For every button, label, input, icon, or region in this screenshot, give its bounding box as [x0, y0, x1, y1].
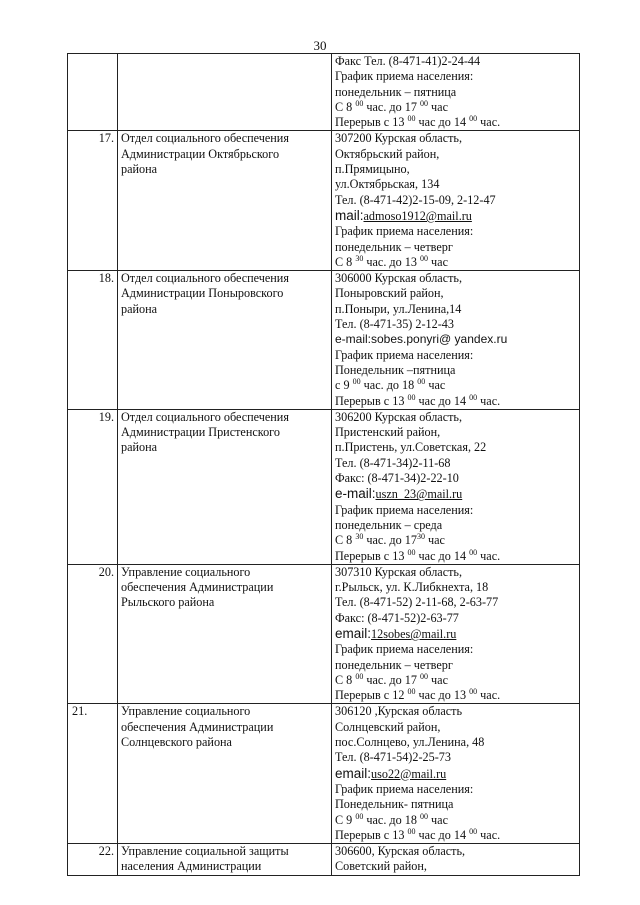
time-minutes: 00: [469, 826, 478, 836]
contact-text: Перерыв с 12: [335, 688, 408, 703]
contact-line: [335, 595, 576, 610]
contact-info: [332, 131, 580, 271]
contact-line: [335, 797, 576, 812]
time-minutes: 00: [355, 98, 364, 108]
contact-text: email:: [335, 625, 372, 641]
contact-text: п.Пристень, ул.Советская, 22: [335, 440, 487, 455]
row-number: 20.: [68, 564, 118, 704]
department-name: [118, 704, 332, 844]
contact-line: [335, 611, 576, 626]
contact-text: понедельник – пятница: [335, 84, 457, 99]
contact-line: [335, 378, 576, 393]
contact-text: п.Прямицыно,: [335, 162, 410, 177]
row-number: 21.: [68, 704, 118, 844]
contact-line: [335, 240, 576, 255]
contact-line: [335, 317, 576, 332]
contact-line: [335, 332, 576, 347]
contact-text: Тел. (8-471-34)2-11-68: [335, 455, 451, 470]
contact-text: час до 14: [415, 115, 470, 130]
contact-text: email:: [335, 765, 372, 781]
contact-text: e-mail:sobes.ponyri@ yandex.ru: [335, 332, 508, 347]
contact-text: Понедельник- пятница: [335, 797, 454, 812]
time-minutes: 00: [420, 671, 428, 681]
contact-line: [335, 626, 576, 642]
email-link[interactable]: uso22@mail.ru: [371, 766, 447, 781]
department-name: [118, 54, 332, 131]
contact-line: [335, 565, 576, 580]
contact-text: час: [425, 378, 446, 393]
contact-text: Перерыв с 13: [335, 548, 408, 563]
time-minutes: 00: [407, 114, 416, 124]
time-minutes: 00: [469, 547, 478, 557]
contact-line: [335, 720, 576, 735]
contact-text: Факс: (8-471-52)2-63-77: [335, 610, 459, 625]
contact-text: Советский район,: [335, 859, 427, 874]
contact-text: 307200 Курская область,: [335, 131, 463, 146]
contact-line: [335, 147, 576, 162]
department-name-line: Управление социального: [121, 704, 251, 719]
contact-text: График приема населения:: [335, 781, 474, 796]
contact-text: Октябрьский район,: [335, 146, 440, 161]
contact-line: [335, 782, 576, 797]
contact-info: [332, 409, 580, 564]
contact-info: [332, 844, 580, 876]
row-number: [68, 54, 118, 131]
contact-line: [335, 735, 576, 750]
contact-text: Поныровский район,: [335, 286, 444, 301]
department-name-line: Администрации Пристенского: [121, 425, 280, 440]
contact-line: [335, 224, 576, 239]
contact-line: [335, 704, 576, 719]
contact-text: час. до 18: [360, 378, 418, 393]
contact-line: [335, 131, 576, 146]
contact-text: Тел. (8-471-52) 2-11-68, 2-63-77: [335, 595, 499, 610]
time-minutes: 00: [407, 392, 416, 402]
department-name-line: Администрации Октябрьского: [121, 146, 280, 161]
contact-line: [335, 208, 576, 224]
contact-text: С 9: [335, 812, 356, 827]
contact-line: [335, 162, 576, 177]
contact-line: [335, 859, 576, 874]
contact-text: час.: [477, 393, 501, 408]
contact-text: Тел. (8-471-54)2-25-73: [335, 750, 451, 765]
contact-text: e-mail:: [335, 486, 376, 502]
email-link[interactable]: 12sobes@mail.ru: [371, 626, 457, 641]
contact-text: 307310 Курская область,: [335, 564, 463, 579]
department-name-line: обеспечения Администрации: [121, 580, 274, 595]
contact-line: [335, 85, 576, 100]
contact-text: час. до 17: [363, 672, 420, 687]
contact-text: г.Рыльск, ул. К.Либкнехта, 18: [335, 580, 489, 595]
contact-line: [335, 533, 576, 548]
time-minutes: 00: [417, 377, 426, 387]
contact-line: [335, 286, 576, 301]
time-minutes: 00: [420, 98, 428, 108]
contact-text: 306600, Курская область,: [335, 844, 466, 859]
department-name: [118, 409, 332, 564]
time-minutes: 00: [469, 114, 478, 124]
contact-line: [335, 580, 576, 595]
department-name-line: Рыльского района: [121, 595, 215, 610]
time-minutes: 00: [355, 811, 364, 821]
time-minutes: 30: [355, 253, 364, 263]
contact-line: [335, 456, 576, 471]
contact-text: Перерыв с 13: [335, 115, 408, 130]
contact-line: [335, 549, 576, 564]
contact-line: [335, 766, 576, 782]
contact-line: [335, 255, 576, 270]
contact-line: [335, 503, 576, 518]
contact-line: [335, 193, 576, 208]
time-minutes: 00: [352, 377, 361, 387]
department-name-line: населения Администрации: [121, 859, 262, 874]
contact-text: час до 14: [415, 827, 470, 842]
contact-line: [335, 100, 576, 115]
department-name: [118, 564, 332, 704]
contact-line: [335, 302, 576, 317]
contact-text: час до 14: [415, 548, 470, 563]
contact-text: 306000 Курская область,: [335, 271, 463, 286]
table-row: [68, 131, 580, 271]
time-minutes: 30: [416, 532, 425, 542]
contact-line: [335, 177, 576, 192]
contact-text: час. до 13: [363, 254, 420, 269]
contact-text: Перерыв с 13: [335, 393, 408, 408]
contact-line: [335, 69, 576, 84]
contact-text: час до 14: [415, 393, 470, 408]
contact-text: час.: [477, 115, 501, 130]
department-name-line: района: [121, 301, 158, 316]
department-name-line: Администрации Поныровского: [121, 286, 284, 301]
contact-text: С 8: [335, 533, 356, 548]
contact-text: Тел. (8-471-35) 2-12-43: [335, 317, 454, 332]
contact-line: [335, 844, 576, 859]
contact-text: Перерыв с 13: [335, 827, 408, 842]
department-name-line: Отдел социального обеспечения: [121, 131, 289, 146]
row-number: 17.: [68, 131, 118, 271]
time-minutes: 00: [355, 671, 364, 681]
contact-text: час. до 17: [363, 99, 420, 114]
contact-text: час: [428, 254, 448, 269]
time-minutes: 00: [407, 826, 416, 836]
contact-text: График приема населения:: [335, 502, 474, 517]
contact-line: [335, 750, 576, 765]
department-name-line: обеспечения Администрации: [121, 719, 274, 734]
contact-text: График приема населения:: [335, 224, 474, 239]
time-minutes: 00: [420, 811, 428, 821]
department-name-line: района: [121, 162, 158, 177]
contact-text: час. до 17: [363, 533, 417, 548]
contact-text: График приема населения:: [335, 642, 474, 657]
email-link[interactable]: admoso1912@mail.ru: [363, 208, 472, 223]
contact-line: [335, 54, 576, 69]
contact-line: [335, 642, 576, 657]
contact-text: час до 13: [415, 688, 470, 703]
contact-text: пос.Солнцево, ул.Ленина, 48: [335, 735, 485, 750]
contact-text: 306200 Курская область,: [335, 409, 463, 424]
contact-text: С 8: [335, 672, 356, 687]
contact-text: час: [428, 99, 448, 114]
page-number: 30: [313, 38, 327, 53]
contact-line: [335, 658, 576, 673]
contact-line: [335, 486, 576, 502]
contact-text: час.: [477, 688, 501, 703]
contact-line: [335, 688, 576, 703]
table-row: [68, 844, 580, 876]
contact-line: [335, 518, 576, 533]
contact-text: понедельник – четверг: [335, 239, 453, 254]
contact-line: [335, 425, 576, 440]
department-name: [118, 131, 332, 271]
contact-text: понедельник – четверг: [335, 657, 453, 672]
contact-text: понедельник – среда: [335, 517, 443, 532]
contact-text: час: [428, 672, 448, 687]
contact-text: Факс: (8-471-34)2-22-10: [335, 471, 459, 486]
contact-line: [335, 115, 576, 130]
table-row: [68, 409, 580, 564]
contact-text: с 9: [335, 378, 353, 393]
table-body: [68, 54, 580, 876]
department-name-line: Солнцевского района: [121, 735, 232, 750]
contact-line: [335, 348, 576, 363]
time-minutes: 00: [469, 392, 478, 402]
contact-line: [335, 394, 576, 409]
email-link[interactable]: uszn_23@mail.ru: [375, 487, 463, 502]
contact-info: [332, 54, 580, 131]
contact-text: ул.Октябрьская, 134: [335, 177, 440, 192]
contact-text: Солнцевский район,: [335, 719, 441, 734]
row-number: 19.: [68, 409, 118, 564]
time-minutes: 30: [355, 532, 364, 542]
contact-text: С 8: [335, 99, 356, 114]
contact-info: [332, 271, 580, 410]
contact-text: час: [428, 812, 448, 827]
table-row: [68, 564, 580, 704]
contact-text: час.: [477, 548, 501, 563]
contacts-table: [67, 53, 580, 876]
row-number: 18.: [68, 271, 118, 410]
time-minutes: 00: [469, 687, 478, 697]
contact-info: [332, 564, 580, 704]
department-name-line: Управление социальной защиты: [121, 844, 289, 859]
table-row: [68, 704, 580, 844]
contact-text: Факс Тел. (8-471-41)2-24-44: [335, 54, 481, 68]
contact-text: График приема населения:: [335, 347, 474, 362]
contact-text: Тел. (8-471-42)2-15-09, 2-12-47: [335, 192, 496, 207]
contact-info: [332, 704, 580, 844]
contact-line: [335, 410, 576, 425]
contact-line: [335, 471, 576, 486]
department-name: [118, 271, 332, 410]
contact-text: 306120 ,Курская область: [335, 704, 463, 719]
table-row: [68, 271, 580, 410]
time-minutes: 00: [407, 687, 416, 697]
contact-line: [335, 813, 576, 828]
contact-text: час.: [477, 827, 501, 842]
contact-text: Пристенский район,: [335, 425, 441, 440]
contact-text: п.Поныри, ул.Ленина,14: [335, 301, 462, 316]
contact-text: час: [424, 533, 445, 548]
contact-text: График приема населения:: [335, 69, 474, 84]
table-row: [68, 54, 580, 131]
contact-line: [335, 673, 576, 688]
contact-text: mail:: [335, 207, 364, 223]
contact-text: Понедельник –пятница: [335, 362, 456, 377]
contact-text: С 8: [335, 254, 356, 269]
contact-text: час. до 18: [363, 812, 420, 827]
time-minutes: 00: [420, 253, 428, 263]
contact-line: [335, 271, 576, 286]
department-name-line: района: [121, 440, 158, 455]
department-name: [118, 844, 332, 876]
contact-line: [335, 828, 576, 843]
department-name-line: Отдел социального обеспечения: [121, 271, 289, 286]
time-minutes: 00: [407, 547, 416, 557]
contact-line: [335, 440, 576, 455]
department-name-line: Управление социального: [121, 564, 251, 579]
row-number: 22.: [68, 844, 118, 876]
contact-line: [335, 363, 576, 378]
department-name-line: Отдел социального обеспечения: [121, 409, 289, 424]
